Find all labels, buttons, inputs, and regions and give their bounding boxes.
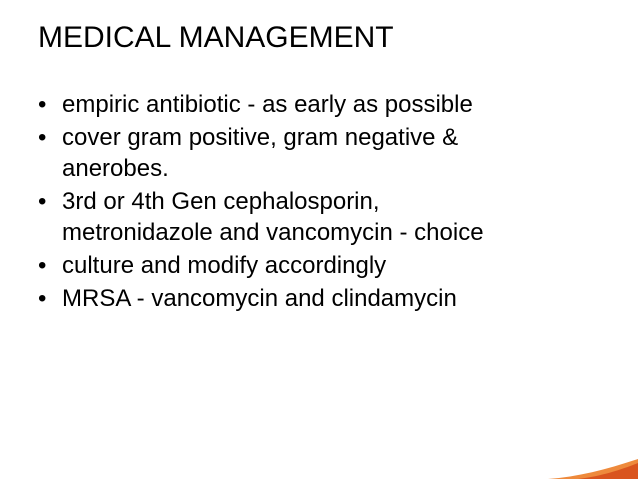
bullet-item <box>38 250 618 281</box>
bullet-marker-icon: • <box>38 91 47 118</box>
bullet-list <box>38 89 618 316</box>
bullet-text-continuation: metronidazole and vancomycin - choice <box>62 219 484 246</box>
slide-title: MEDICAL MANAGEMENT <box>38 21 394 54</box>
bullet-text: empiric antibiotic - as early as possible <box>62 91 473 118</box>
bullet-marker-icon: • <box>38 285 47 312</box>
bullet-text: MRSA - vancomycin and clindamycin <box>62 285 457 312</box>
bullet-item <box>38 122 618 184</box>
bullet-text: 3rd or 4th Gen cephalosporin, <box>62 188 380 215</box>
bullet-text: cover gram positive, gram negative & <box>62 124 459 151</box>
bullet-item <box>38 283 618 314</box>
bullet-text: culture and modify accordingly <box>62 252 387 279</box>
bullet-item <box>38 89 618 120</box>
bullet-marker-icon: • <box>38 124 47 151</box>
bullet-text-continuation: anerobes. <box>62 155 169 182</box>
corner-wave-decoration <box>548 457 638 479</box>
bullet-marker-icon: • <box>38 252 47 279</box>
bullet-marker-icon: • <box>38 188 47 215</box>
bullet-item <box>38 186 618 248</box>
